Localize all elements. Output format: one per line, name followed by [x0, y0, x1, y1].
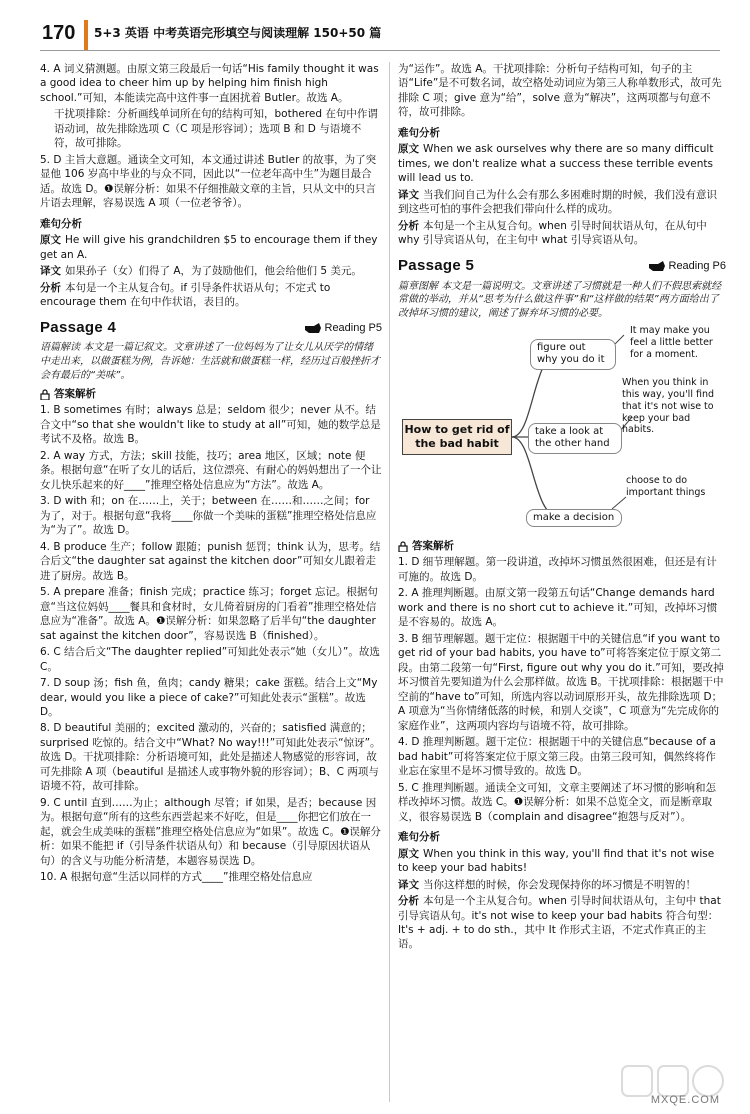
- hard-sentence-title: 难句分析: [398, 831, 440, 844]
- right-column: [398, 62, 726, 1110]
- answer-item: 干扰项排除：分析画线单词所在句的结构可知，bothered 在句中作谓语动词，故先排除选项 C（C 项是形容词）；选项 B 和 D 与语境不符，故可排除。: [54, 108, 378, 150]
- hard-sentence-analysis: [40, 281, 382, 310]
- analysis-text: 本句是一个主从复合句。when 引导时间状语从句，在从句中 why 引导宾语从句，在主句中 what 引导宾语从句。: [398, 219, 707, 247]
- lock-icon: [40, 389, 50, 400]
- answer-item: 8. D beautiful 美丽的；excited 激动的，兴奋的；satisfied 满意的；surprised 吃惊的。结合文中“What? No way!!!”可知此处表示“惊讶”。故选 D。干扰项排除：分析语境可知，此处是描述人物感觉的形容词，故可先排除 A 项（beautiful 是描述人或事物外貌的形容词）；B、C 两项与语境不符，故可排除。: [40, 722, 381, 793]
- column-divider: [389, 62, 390, 1102]
- passage-5-reading-page: Reading P6: [668, 259, 726, 272]
- answer-item: 2. A way 方式，方法；skill 技能，技巧；area 地区，区域；note 便条。根据句意“在听了女儿的话后，这位漂亮、有耐心的妈妈想出了一个让女儿快乐起来的好____”推理空格处信息应为“方法”。故选 A。: [40, 449, 382, 491]
- header-rule: [40, 50, 720, 51]
- answer-item: 9. C until 直到……为止；although 尽管；if 如果，是否；because 因为。根据句意“所有的这些东西尝起来不好吃，但是____你把它们放在一起，就会生成美味的蛋糕”推理空格处信息应为“如果”。故选 C。❶误解分析：如果不能把 if（引导条件状语从句）和 because（引导原因状语从句）的含义与功能分析清楚，本题容易误选 D。: [40, 796, 381, 867]
- header-title: 5+3 英语 中考英语完形填空与阅读理解 150+50 篇: [94, 26, 382, 40]
- hard-sentence-title: 难句分析: [398, 126, 440, 139]
- passage-5-title: Passage 5: [398, 256, 475, 274]
- page-number: 170: [42, 22, 76, 44]
- original-label: 原文: [40, 234, 61, 247]
- original-text: When we ask ourselves why there are so many difficult times, we don't realize what a success these terrible events will lead us to.: [398, 143, 714, 185]
- passage-5-reading-ref: [649, 259, 727, 274]
- analysis-text: 本句是一个主从复合句。if 引导条件状语从句；不定式 to encourage them 在句中作状语，表目的。: [40, 281, 331, 309]
- answer-item: 5. D 主旨大意题。通读全文可知，本文通过讲述 Butler 的故事，为了突显他 106 岁高中毕业的与众不同，因此以“一位老年高中生”为题目最合适。故选 D。❶误解分析：如果不仔细推敲文章的主旨，只从文中的只言片语去理解，容易误选 A 项（一位老爷爷）。: [40, 153, 377, 210]
- analysis-label: 分析: [398, 895, 419, 908]
- answer-item: 6. C 结合后文“The daughter replied”可知此处表示“她（女儿）”。故选 C。: [40, 646, 380, 673]
- passage-4-answer-title: 答案解析: [54, 387, 96, 400]
- translation-label: 译文: [398, 878, 419, 891]
- passage-5-answer-header: [398, 539, 726, 553]
- mind-map-center: How to get rid of the bad habit: [402, 419, 512, 455]
- passage-5-answer-title: 答案解析: [412, 539, 454, 552]
- mind-map-note: choose to do important things: [626, 474, 706, 498]
- original-text: He will give his grandchildren $5 to encourage them if they get an A.: [40, 234, 378, 261]
- answer-item: 4. A 词义猜测题。由原文第三段最后一句话“His family thought it was a good idea to cheer him up by helping him finish high school.”可知，本能读完高中这件事一直困扰着 Butler。故选 A。: [40, 63, 379, 104]
- translation-text: 当你这样想的时候，你会发现保持你的坏习惯是不明智的！: [423, 878, 696, 891]
- answer-item: 7. D soup 汤；fish 鱼，鱼肉；candy 糖果；cake 蛋糕。结合上文“My dear, would you like a piece of cake?”可知此处表示“蛋糕”。故选 D。: [40, 677, 378, 718]
- answer-item: 5. C 推理判断题。通读全文可知，文章主要阐述了坏习惯的影响和怎样改掉坏习惯。故选 C。❶误解分析：如果不总览全文，而是断章取义，很容易误选 B（complain and disagree“抱怨与反对”）。: [398, 781, 717, 823]
- hard-sentence-original: [398, 847, 726, 876]
- hard-sentence-translation: [398, 878, 726, 892]
- answer-item: 4. B produce 生产；follow 跟随；punish 惩罚；think 认为，思考。结合后文“the daughter sat against the kitchen door”可知女儿跟着走进了厨房。故选 B。: [40, 540, 381, 582]
- mind-map-note: When you think in this way, you'll find that it's not wise to keep your bad habits.: [622, 376, 715, 436]
- hard-sentence-original: [40, 233, 382, 262]
- answer-item: 5. A prepare 准备；finish 完成；practice 练习；forget 忘记。根据句意“当这位妈妈____餐具和食材时，女儿倚着厨房的门看着”推理空格处信息应为“准备”。故选 A。❶误解分析：如果忽略了后半句“the daughter sat against the kitchen door”，容易误选 B（finished）。: [40, 586, 378, 642]
- passage-5-intro: 篇章图解 本文是一篇说明文。文章讲述了习惯就是一种人们不假思索就经常做的举动，并从“思考为什么做这件事”和“这样做的结果”两方面给出了改掉坏习惯的建议，阐述了摒弃坏习惯的必要。: [398, 280, 722, 320]
- hard-sentence-analysis: [398, 894, 726, 952]
- translation-text: 如果孙子（女）们得了 A，为了鼓励他们，他会给他们 5 美元。: [65, 265, 362, 278]
- mind-map-node: figure out why you do it: [530, 339, 616, 370]
- passage-4-reading-ref: [305, 321, 383, 336]
- mind-map: [398, 325, 726, 535]
- passage-4-reading-page: Reading P5: [324, 321, 382, 334]
- lock-icon: [398, 541, 408, 552]
- hard-sentence-translation: [40, 264, 382, 278]
- left-column: [40, 62, 382, 1110]
- original-label: 原文: [398, 847, 419, 860]
- passage-4-title: Passage 4: [40, 318, 117, 336]
- passage-4-answer-header: [40, 387, 382, 401]
- original-label: 原文: [398, 143, 419, 156]
- answer-item: 10. A 根据句意“生活以同样的方式____”推理空格处信息应: [40, 871, 313, 884]
- passage-4-intro: 语篇解读 本文是一篇记叙文。文章讲述了一位妈妈为了让女儿从厌学的情绪中走出来，以做蛋糕为例，告诉她：生活就和做蛋糕一样，经历过百般挫折才会有最后的“美味”。: [40, 342, 380, 382]
- answer-item: 3. B 细节理解题。题干定位：根据题干中的关键信息“if you want to get rid of your bad habits, you have to”可将答案定位于原文第二段。由第二段第一句“First, figure out why you do it.”可知，要改掉坏习惯首先要知道为什么会那样做。故选 B。干扰项排除：根据题干中空前的“have to”可知，所选内容以动词原形开头，故先排除选项 D；A 项意为“当你情绪低落的时候，和别人交谈”，C 项意为“先完成你的家庭作业”，这两项内容均与语境不符，故可排除。: [398, 632, 724, 732]
- translation-text: 当我们问自己为什么会有那么多困难时期的时候，我们没有意识到这些可怕的事件会把我们带向什么样的成功。: [398, 188, 717, 216]
- pointing-hand-icon: [649, 261, 665, 272]
- hard-sentence-original: [398, 142, 726, 185]
- mind-map-node: make a decision: [526, 509, 622, 528]
- hard-sentence-title: 难句分析: [40, 217, 82, 230]
- hard-sentence-translation: [398, 188, 726, 217]
- mind-map-note: It may make you feel a little better for a moment.: [630, 324, 713, 360]
- mind-map-node: take a look at the other hand: [528, 423, 622, 454]
- answer-item: 4. D 推理判断题。题干定位：根据题干中的关键信息“because of a bad habit”可将答案定位于原文第三段。由第三段可知，偶然终将作业忘在家里不是坏习惯导致的。故选 D。: [398, 736, 716, 778]
- answer-item: 2. A 推理判断题。由原文第一段第五句话“Change demands hard work and there is no short cut to achieve it.”可知，改掉坏习惯是不容易的。故选 A。: [398, 587, 718, 629]
- answer-item: 1. B sometimes 有时；always 总是；seldom 很少；never 从不。结合文中“so that she wouldn't like to study at all”可知，她的数学总是考试不及格。故选 B。: [40, 404, 381, 446]
- answer-item: 为“运作”。故选 A。干扰项排除：分析句子结构可知，句子的主语“Life”是不可数名词，故空格处动词应为第三人称单数形式，故可先排除 C 项；give 意为“给”，solve 意为“解决”，这两项都与句意不符，故可排除。: [398, 63, 722, 119]
- watermark-text: MXQE.COM: [650, 1093, 720, 1106]
- original-text: When you think in this way, you'll find that it's not wise to keep your bad habits!: [398, 847, 715, 875]
- analysis-label: 分析: [398, 219, 419, 232]
- analysis-text: 本句是一个主从复合句。when 引导时间状语从句，主句中 that 引导宾语从句。it's not wise to keep your bad habits 符合句型：It's + adj. + to do sth.，其中 It 作形式主语，不定式作真正的主语。: [398, 895, 721, 951]
- header-accent-bar: [84, 20, 88, 50]
- translation-label: 译文: [40, 265, 61, 278]
- page-header: [40, 20, 720, 48]
- answer-item: 3. D with 和；on 在……上，关于；between 在……和……之间；for 为了，对于。根据句意“我将____你做一个美味的蛋糕”推理空格处信息应为“为了”。故选 D。: [40, 495, 377, 537]
- passage-5-header: [398, 256, 726, 277]
- translation-label: 译文: [398, 188, 419, 201]
- pointing-hand-icon: [305, 323, 321, 334]
- analysis-label: 分析: [40, 281, 61, 294]
- hard-sentence-analysis: [398, 219, 726, 248]
- answer-item: 1. D 细节理解题。第一段讲道，改掉坏习惯虽然很困难，但还是有计可施的。故选 D。: [398, 556, 717, 583]
- passage-4-header: [40, 318, 382, 339]
